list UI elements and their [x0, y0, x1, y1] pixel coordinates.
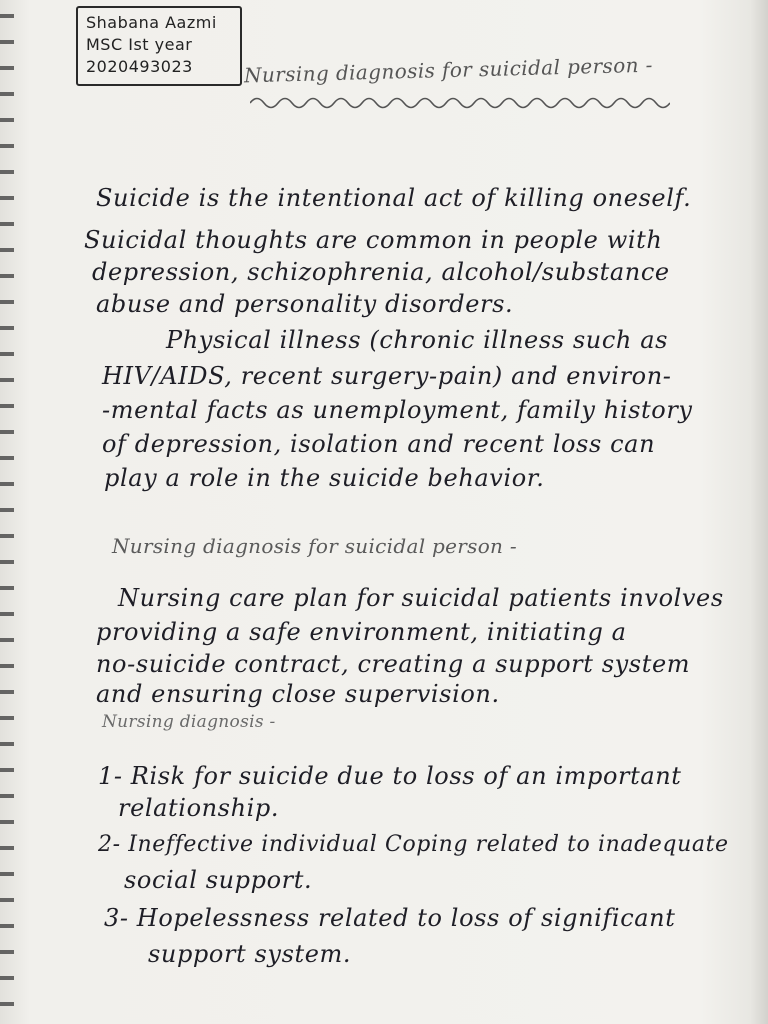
care-line: Nursing care plan for suicidal patients involves: [118, 584, 724, 612]
diagnosis-item-cont: social support.: [124, 866, 313, 894]
intro-line: Suicidal thoughts are common in people with: [84, 226, 663, 254]
care-line: no-suicide contract, creating a support system: [96, 650, 691, 678]
intro-line: depression, schizophrenia, alcohol/substance: [92, 258, 670, 286]
risk-line: Physical illness (chronic illness such as: [166, 326, 669, 354]
care-line: and ensuring close supervision.: [96, 680, 500, 708]
diagnosis-item-cont: support system.: [148, 940, 352, 968]
diagnosis-item: 2- Ineffective individual Coping related to inadequate: [98, 832, 729, 857]
diagnosis-item: 1- Risk for suicide due to loss of an important: [98, 762, 682, 790]
risk-line: play a role in the suicide behavior.: [104, 464, 545, 492]
risk-line: -mental facts as unemployment, family history: [102, 396, 693, 424]
diagnosis-heading: Nursing diagnosis -: [102, 712, 276, 732]
diagnosis-item-cont: relationship.: [118, 794, 280, 822]
section-heading: Nursing diagnosis for suicidal person -: [112, 534, 517, 558]
spiral-binding: [0, 0, 14, 1024]
intro-line: abuse and personality disorders.: [96, 290, 514, 318]
risk-line: HIV/AIDS, recent surgery-pain) and environ-: [102, 362, 672, 390]
diagnosis-item: 3- Hopelessness related to loss of significant: [104, 904, 676, 932]
intro-line: Suicide is the intentional act of killing oneself.: [96, 184, 692, 212]
page-title: Nursing diagnosis for suicidal person -: [243, 52, 654, 88]
wavy-underline: [250, 92, 670, 114]
student-id-box: [76, 6, 242, 86]
student-roll: 2020493023: [86, 57, 193, 76]
student-course: MSC Ist year: [86, 35, 193, 54]
risk-line: of depression, isolation and recent loss can: [102, 430, 656, 458]
student-name: Shabana Aazmi: [86, 13, 217, 32]
page-edge-shadow: [750, 0, 768, 1024]
care-line: providing a safe environment, initiating a: [96, 618, 627, 646]
